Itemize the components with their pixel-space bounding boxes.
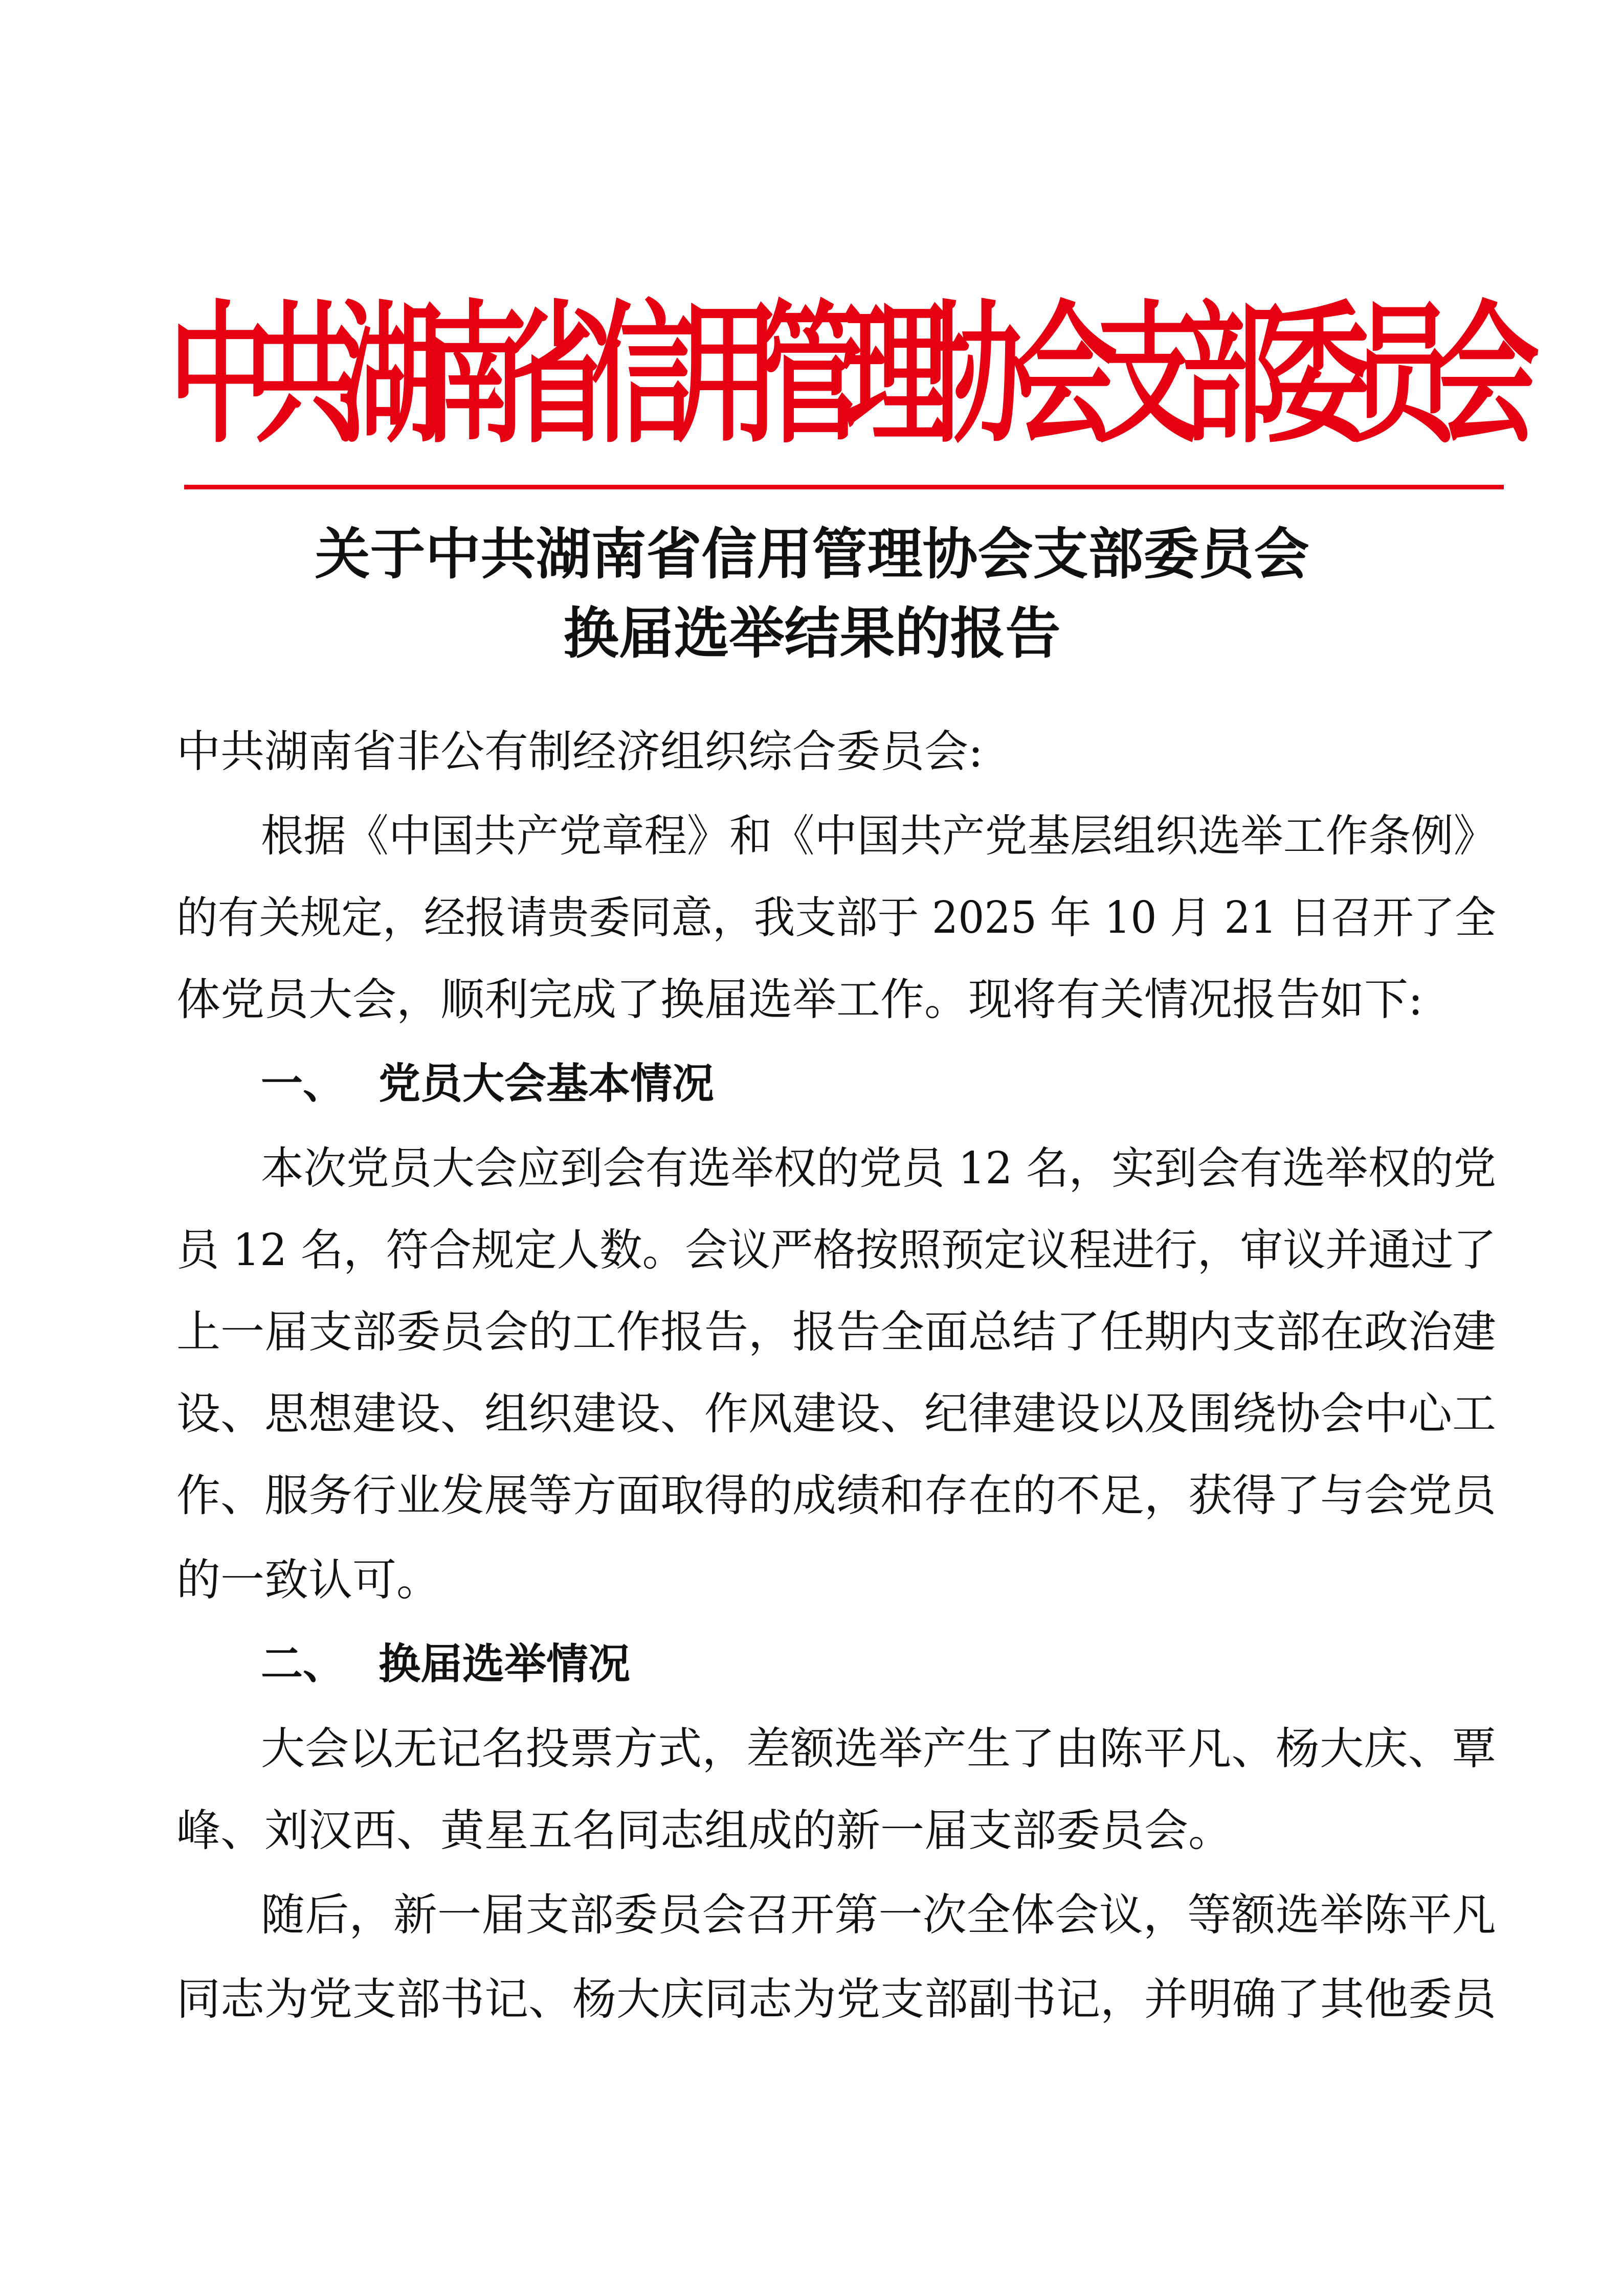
document-title-line-1: 关于中共湖南省信用管理协会支部委员会 — [315, 523, 1309, 587]
section-2-title: 换届选举情况 — [379, 1640, 631, 1689]
section-1-line-2: 员 12 名，符合规定人数。会议严格按照预定议程进行，审议并通过了 — [176, 1225, 1497, 1276]
organization-header: 中共湖南省信用管理协会支部委员会 — [169, 287, 1519, 464]
section-2-para-2-line-2: 同志为党支部书记、杨大庆同志为党支部副书记，并明确了其他委员 — [176, 1974, 1496, 2025]
section-1-line-6: 的一致认可。 — [176, 1555, 440, 1606]
red-separator-line — [184, 485, 1504, 489]
intro-line-3: 体党员大会，顺利完成了换届选举工作。现将有关情况报告如下: — [176, 974, 1423, 1025]
section-1-number: 一、 — [261, 1060, 345, 1108]
intro-line-2: 的有关规定，经报请贵委同意，我支部于 2025 年 10 月 21 日召开了全 — [176, 892, 1496, 943]
section-1-line-4: 设、思想建设、组织建设、作风建设、纪律建设以及围绕协会中心工 — [176, 1388, 1496, 1439]
section-2-para-1-line-2: 峰、刘汉西、黄星五名同志组成的新一届支部委员会。 — [176, 1805, 1232, 1856]
section-1-heading — [261, 1053, 714, 1115]
section-2-para-1-line-1: 大会以无记名投票方式，差额选举产生了由陈平凡、杨大庆、覃 — [261, 1723, 1496, 1774]
section-2-heading — [261, 1634, 630, 1695]
intro-line-1: 根据《中国共产党章程》和《中国共产党基层组织选举工作条例》 — [261, 811, 1496, 862]
salutation: 中共湖南省非公有制经济组织综合委员会: — [176, 726, 983, 777]
section-1-line-5: 作、服务行业发展等方面取得的成绩和存在的不足，获得了与会党员 — [176, 1470, 1496, 1521]
section-2-number: 二、 — [261, 1640, 345, 1689]
document-title-line-2: 换届选举结果的报告 — [563, 602, 1061, 666]
section-1-line-3: 上一届支部委员会的工作报告，报告全面总结了任期内支部在政治建 — [176, 1307, 1496, 1358]
section-1-title: 党员大会基本情况 — [379, 1060, 715, 1108]
section-1-line-1: 本次党员大会应到会有选举权的党员 12 名，实到会有选举权的党 — [261, 1143, 1497, 1194]
section-2-para-2-line-1: 随后，新一届支部委员会召开第一次全体会议，等额选举陈平凡 — [261, 1889, 1496, 1941]
